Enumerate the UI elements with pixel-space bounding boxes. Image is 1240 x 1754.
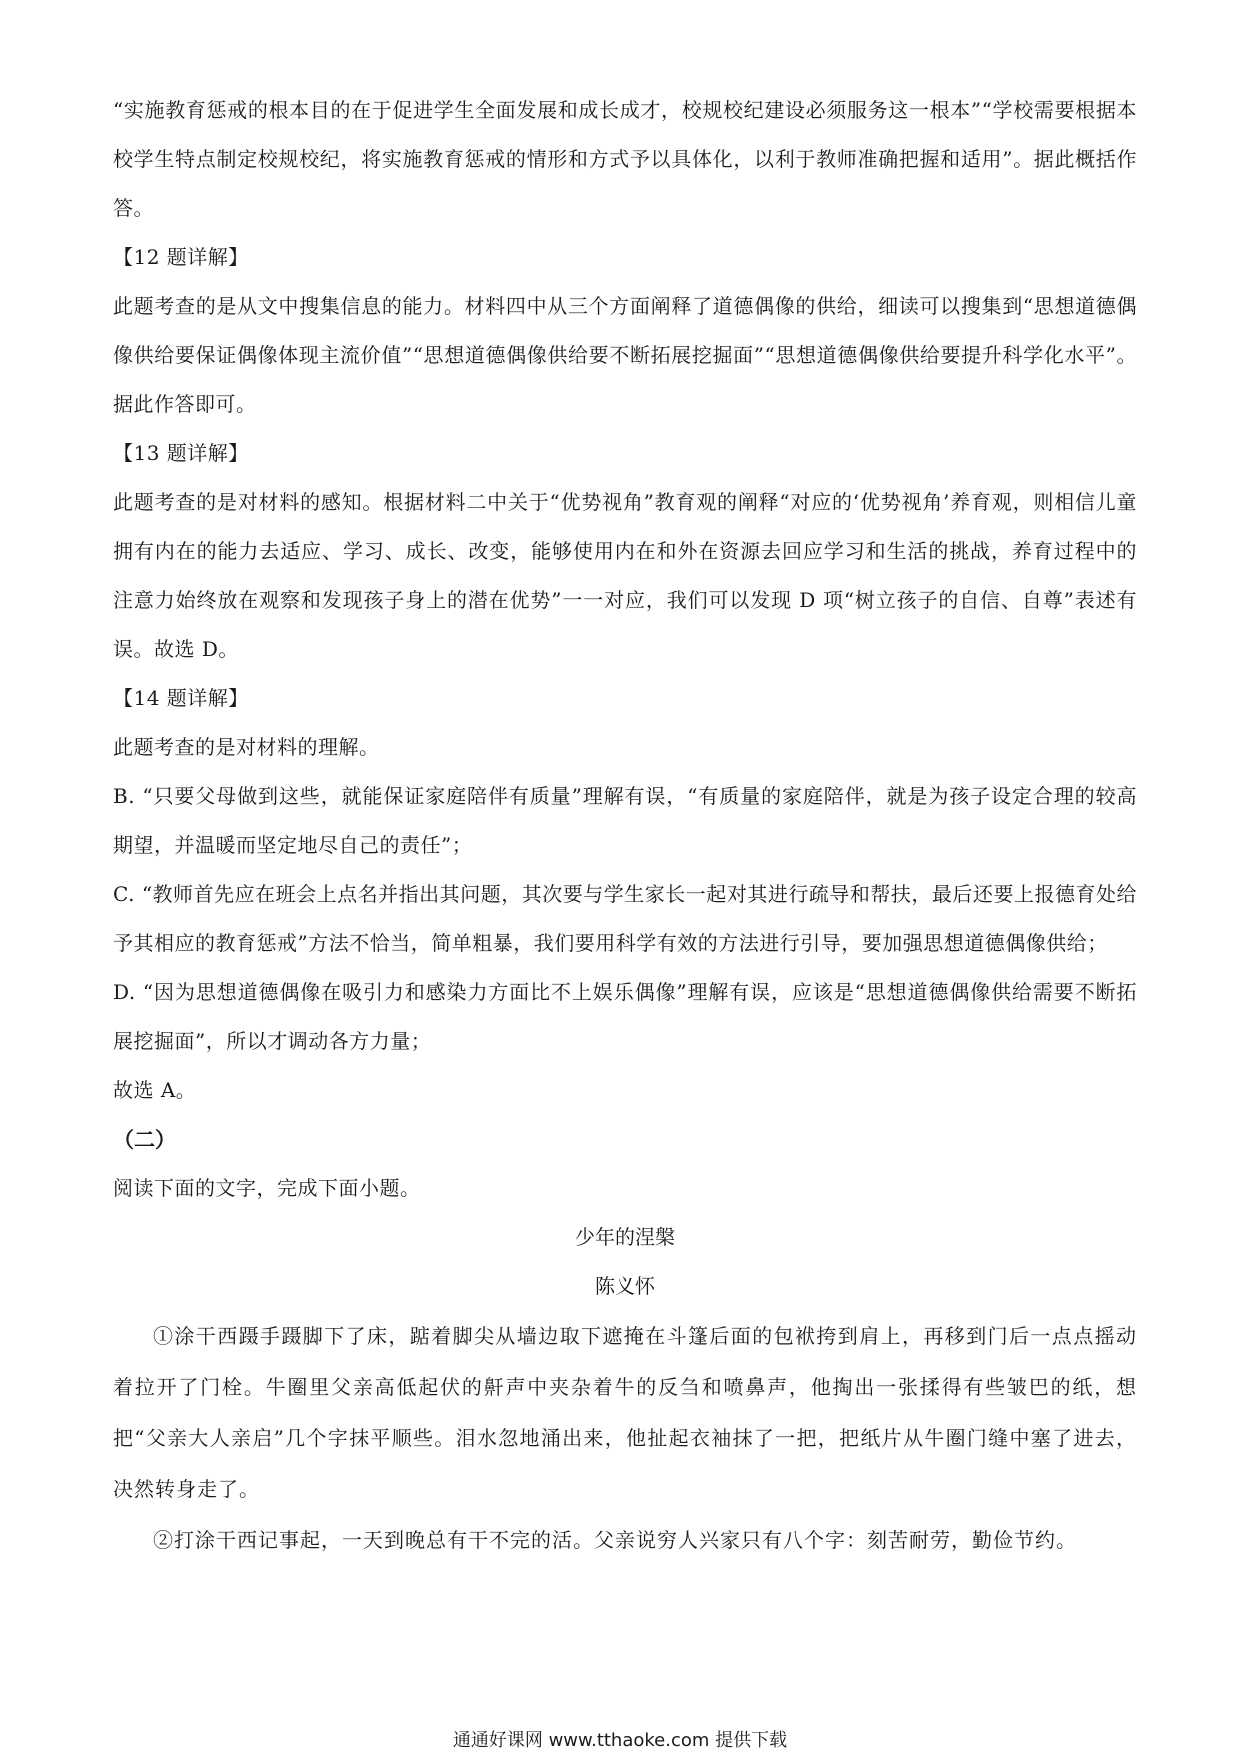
q12-body: 此题考查的是从文中搜集信息的能力。材料四中从三个方面阐释了道德偶像的供给，细读可以搜集到“思想道德偶像供给要保证偶像体现主流价值”“思想道德偶像供给要不断拓展挖掘面”“思想道德偶像供给要提升科学化水平”。据此作答即可。 [113, 294, 1137, 416]
story-paragraph-1: ①涂干西蹑手蹑脚下了床，踮着脚尖从墙边取下遮掩在斗篷后面的包袱挎到肩上，再移到门后一点点摇动着拉开了门栓。牛圈里父亲高低起伏的鼾声中夹杂着牛的反刍和喷鼻声，他掏出一张揉得有些皱巴的纸，想把“父亲大人亲启”几个字抹平顺些。泪水忽地涌出来，他扯起衣袖抹了一把，把纸片从牛圈门缝中塞了进去，决然转身走了。 [113, 1324, 1137, 1501]
paragraph-intro: “实施教育惩戒的根本目的在于促进学生全面发展和成长成才，校规校纪建设必须服务这一根本”“学校需要根据本校学生特点制定校规校纪，将实施教育惩戒的情形和方式予以具体化，以利于教师准确把握和适用”。据此概括作答。 [113, 98, 1137, 220]
q14-heading: 【14 题详解】 [113, 686, 249, 710]
story-author: 陈义怀 [595, 1274, 655, 1298]
story-paragraph-2: ②打涂干西记事起，一天到晚总有干不完的活。父亲说穷人兴家只有八个字：刻苦耐劳，勤俭节约。 [153, 1528, 1077, 1552]
q14-option-b: B. “只要父母做到这些，就能保证家庭陪伴有质量”理解有误，“有质量的家庭陪伴，就是为孩子设定合理的较高期望，并温暖而坚定地尽自己的责任”； [113, 784, 1137, 857]
story-title: 少年的涅槃 [575, 1225, 675, 1249]
section-label: （二） [113, 1127, 176, 1152]
q12-heading: 【12 题详解】 [113, 245, 249, 269]
reading-instruction: 阅读下面的文字，完成下面小题。 [113, 1176, 421, 1200]
q13-heading: 【13 题详解】 [113, 441, 249, 465]
q13-body: 此题考查的是对材料的感知。根据材料二中关于“优势视角”教育观的阐释“对应的‘优势视角’养育观，则相信儿童拥有内在的能力去适应、学习、成长、改变，能够使用内在和外在资源去回应学习和生活的挑战，养育过程中的注意力始终放在观察和发现孩子身上的潜在优势”一一对应，我们可以发现 D 项“树立孩子的自信、自尊”表述有误。故选 D。 [113, 490, 1137, 661]
document-content [113, 86, 1137, 1566]
q14-intro: 此题考查的是对材料的理解。 [113, 735, 380, 759]
footer-download-note: 通通好课网 www.tthaoke.com 提供下载 [452, 1730, 788, 1751]
q14-answer: 故选 A。 [113, 1078, 197, 1102]
q14-option-d: D. “因为思想道德偶像在吸引力和感染力方面比不上娱乐偶像”理解有误，应该是“思想道德偶像供给需要不断拓展挖掘面”，所以才调动各方力量； [113, 980, 1137, 1053]
q14-option-c: C. “教师首先应在班会上点名并指出其问题，其次要与学生家长一起对其进行疏导和帮扶，最后还要上报德育处给予其相应的教育惩戒”方法不恰当，简单粗暴，我们要用科学有效的方法进行引导，要加强思想道德偶像供给； [113, 882, 1137, 955]
